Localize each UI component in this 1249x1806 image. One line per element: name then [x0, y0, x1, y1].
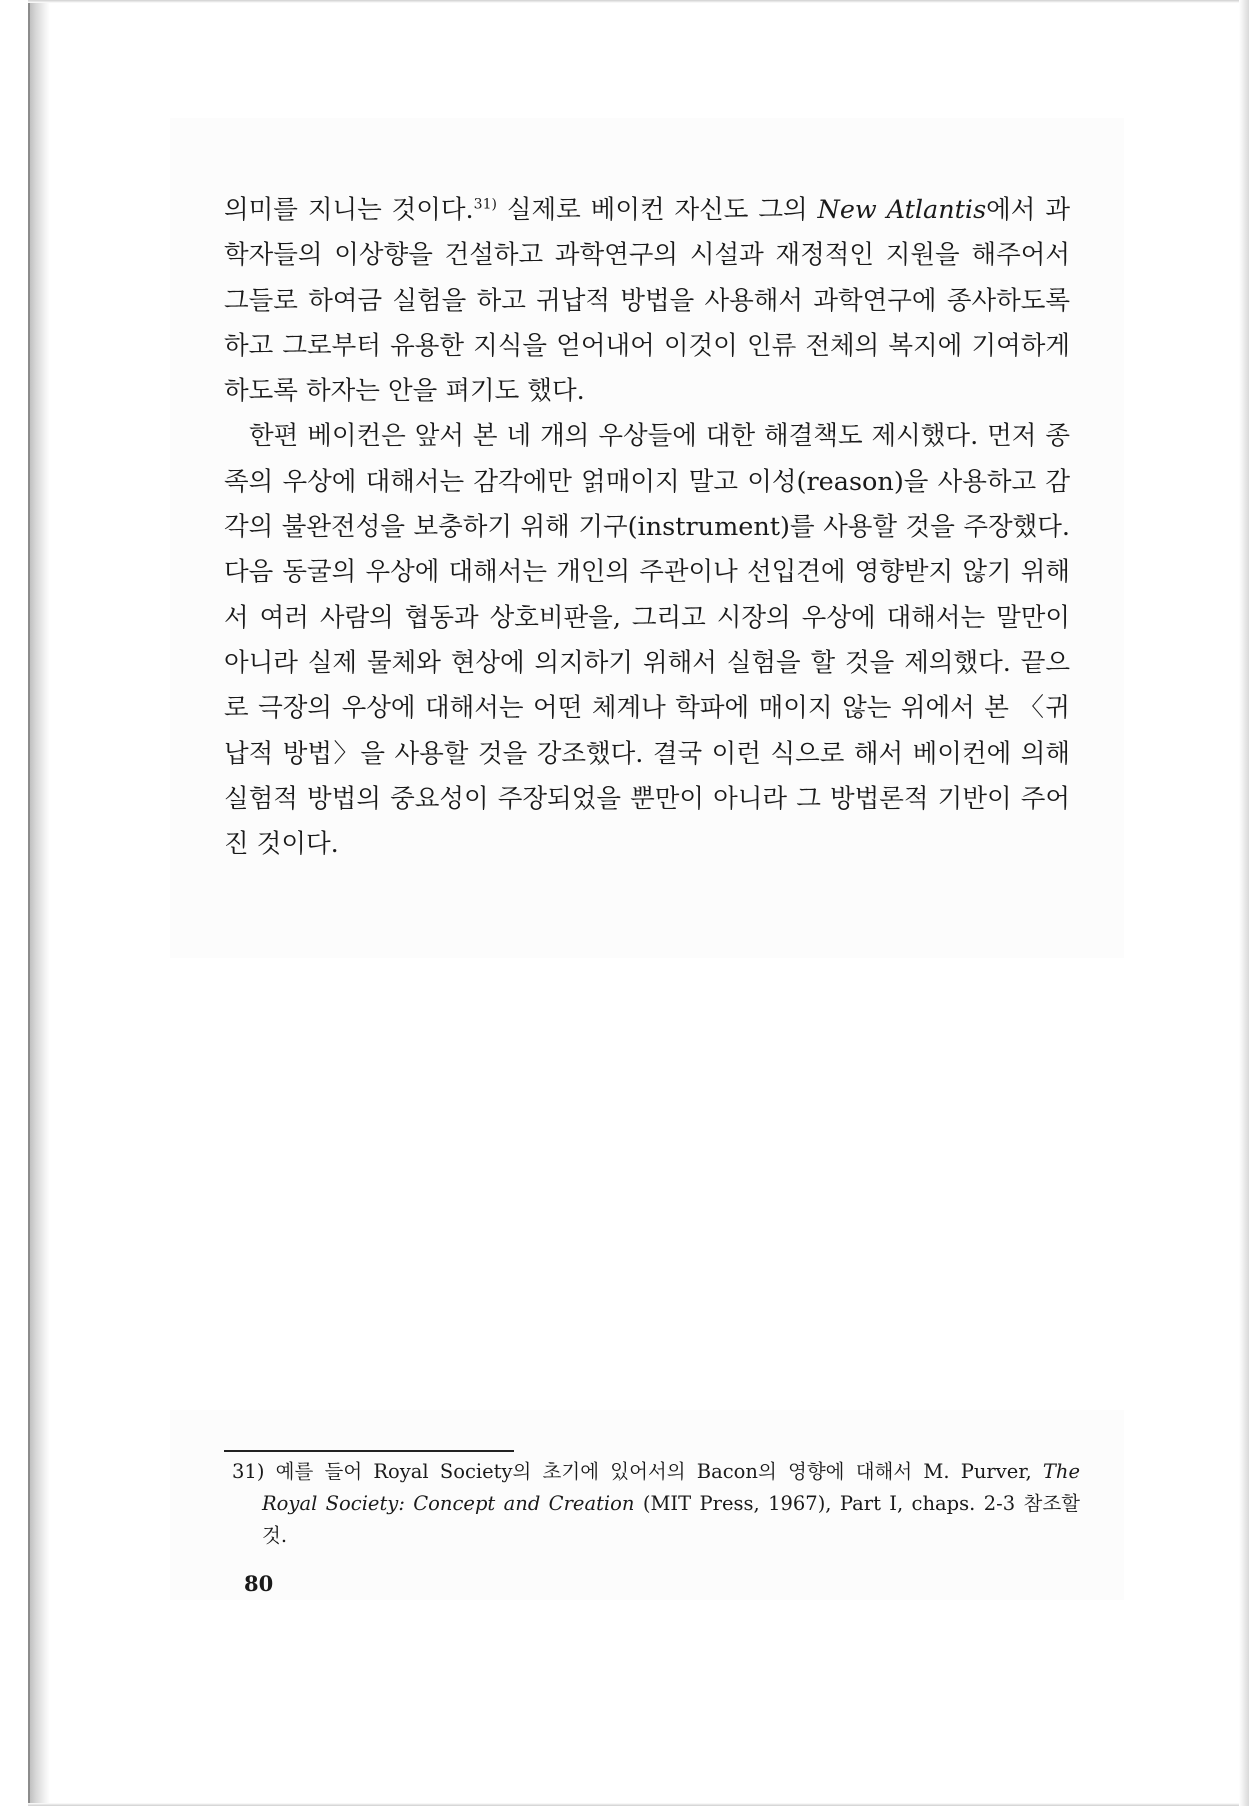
footnote-text-a: 예를 들어 Royal Society의 초기에 있어서의 Bacon의 영향에 대해서 M. Purver, — [264, 1460, 1043, 1483]
footnote-reference: 31) — [473, 196, 497, 213]
paragraph-1 — [224, 188, 1070, 414]
footnote-number: 31) — [232, 1460, 265, 1483]
page-top-edge — [28, 0, 1249, 3]
page-right-edge — [1239, 0, 1249, 1806]
paragraph-1-text-c: 에서 과학자들의 이상향을 건설하고 과학연구의 시설과 재정적인 지원을 해주어서 그들로 하여금 실험을 하고 귀납적 방법을 사용해서 과학연구에 종사하도록 하고 그로부터 유용한 지식을 얻어내어 이것이 인류 전체의 복지에 기여하게 하도록 하자는 안을 펴기도 했다. — [224, 195, 1070, 407]
paragraph-1-text-a: 의미를 지니는 것이다. — [224, 195, 474, 225]
footnote — [232, 1456, 1080, 1552]
paragraph-1-text-b: 실제로 베이컨 자신도 그의 — [496, 195, 818, 225]
paragraph-2: 한편 베이컨은 앞서 본 네 개의 우상들에 대한 해결책도 제시했다. 먼저 종족의 우상에 대해서는 감각에만 얽매이지 말고 이성(reason)을 사용하고 감각의 불완전성을 보충하기 위해 기구(instrument)를 사용할 것을 주장했다. 다음 동굴의 우상에 대해서는 개인의 주관이나 선입견에 영향받지 않기 위해서 여러 사람의 협동과 상호비판을, 그리고 시장의 우상에 대해서는 말만이 아니라 실제 물체와 현상에 의지하기 위해서 실험을 할 것을 제의했다. 끝으로 극장의 우상에 대해서는 어떤 체계나 학파에 매이지 않는 위에서 본 〈귀납적 방법〉을 사용할 것을 강조했다. 결국 이런 식으로 해서 베이컨에 의해 실험적 방법의 중요성이 주장되었을 뿐만이 아니라 그 방법론적 기반이 주어진 것이다. — [224, 421, 1070, 860]
body-text — [224, 188, 1070, 867]
book-spine-shadow — [28, 0, 50, 1806]
page-left-edge — [28, 0, 30, 1806]
footnote-text-b: (MIT Press, 1967), Part I, chaps. 2-3 참조할 것. — [262, 1492, 1080, 1547]
book-title-new-atlantis: New Atlantis — [817, 195, 987, 225]
footnote-book-title: The Royal Society: Concept and Creation — [262, 1460, 1080, 1515]
footnote-divider — [224, 1450, 514, 1452]
page-number: 80 — [244, 1571, 274, 1596]
